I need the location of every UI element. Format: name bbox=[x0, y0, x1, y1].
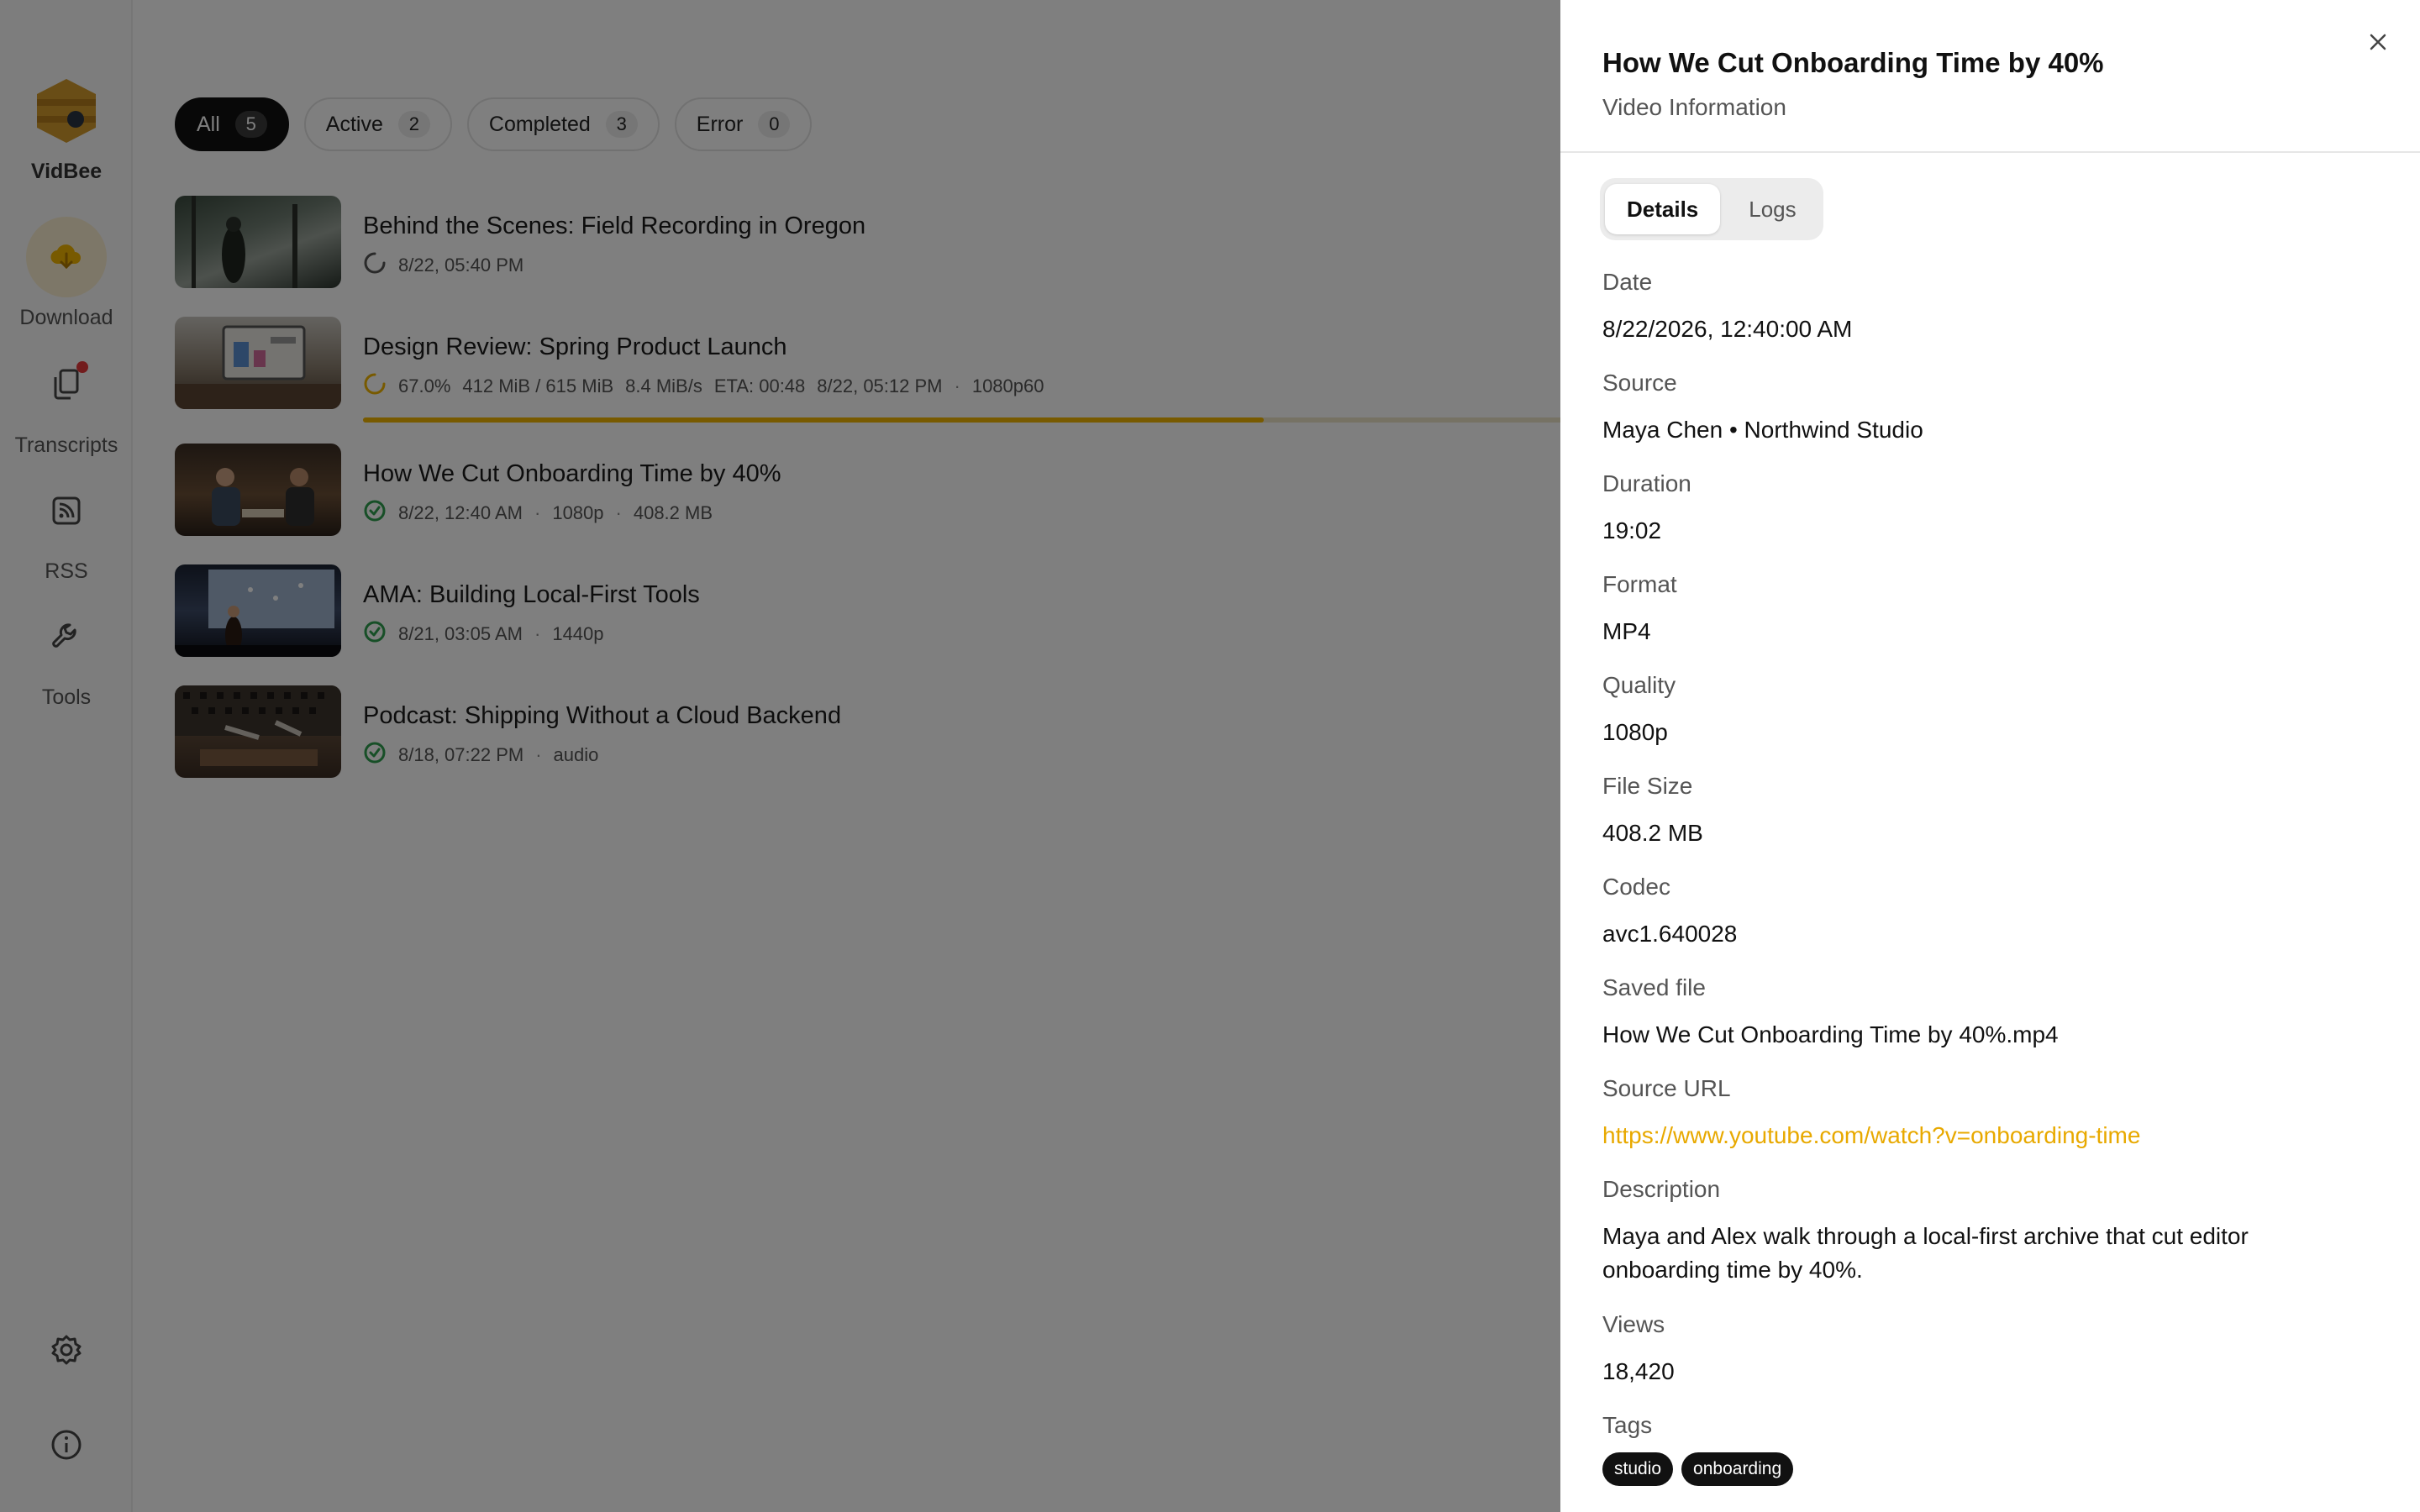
field-format bbox=[1602, 571, 2359, 648]
field-date bbox=[1602, 269, 2359, 346]
field-value: How We Cut Onboarding Time by 40%.mp4 bbox=[1602, 1021, 2059, 1047]
drawer-tabs bbox=[1600, 178, 1823, 240]
tab-details[interactable]: Details bbox=[1605, 184, 1720, 234]
field-label: Source bbox=[1602, 370, 1677, 396]
tag-chip[interactable]: onboarding bbox=[1681, 1452, 1793, 1486]
field-label: Views bbox=[1602, 1311, 1665, 1337]
field-label: Format bbox=[1602, 571, 1677, 597]
field-label: Date bbox=[1602, 269, 1653, 295]
video-info-drawer bbox=[1560, 0, 2420, 1512]
field-value: Maya and Alex walk through a local-first archive that cut editor onboarding time by 40%. bbox=[1602, 1223, 2249, 1283]
close-icon[interactable] bbox=[2360, 24, 2396, 60]
tag-chip[interactable]: studio bbox=[1602, 1452, 1673, 1486]
field-label: Source URL bbox=[1602, 1075, 1731, 1101]
field-value: 8/22/2026, 12:40:00 AM bbox=[1602, 316, 1853, 342]
field-value: 19:02 bbox=[1602, 517, 1662, 543]
field-saved-file bbox=[1602, 974, 2359, 1052]
field-value: avc1.640028 bbox=[1602, 921, 1738, 947]
field-value: 408.2 MB bbox=[1602, 820, 1703, 846]
field-source-url bbox=[1602, 1075, 2359, 1152]
field-views bbox=[1602, 1311, 2359, 1389]
drawer-header bbox=[1560, 0, 2420, 153]
field-source bbox=[1602, 370, 2359, 447]
field-description bbox=[1602, 1176, 2359, 1287]
field-value: 18,420 bbox=[1602, 1358, 1675, 1384]
tag-list bbox=[1602, 1452, 2359, 1486]
tab-logs[interactable]: Logs bbox=[1749, 196, 1797, 222]
drawer-subtitle: Video Information bbox=[1602, 94, 1786, 120]
field-file-size bbox=[1602, 773, 2359, 850]
drawer-title: How We Cut Onboarding Time by 40% bbox=[1602, 47, 2104, 78]
field-value: 1080p bbox=[1602, 719, 1668, 745]
field-label: Duration bbox=[1602, 470, 1691, 496]
field-quality bbox=[1602, 672, 2359, 749]
field-tags bbox=[1602, 1412, 2359, 1486]
field-label: Codec bbox=[1602, 874, 1670, 900]
field-label: Quality bbox=[1602, 672, 1676, 698]
source-url-link[interactable]: https://www.youtube.com/watch?v=onboarding-time bbox=[1602, 1122, 2141, 1148]
field-codec bbox=[1602, 874, 2359, 951]
field-value: Maya Chen • Northwind Studio bbox=[1602, 417, 1923, 443]
field-value: MP4 bbox=[1602, 618, 1651, 644]
field-duration bbox=[1602, 470, 2359, 548]
field-label: Saved file bbox=[1602, 974, 1706, 1000]
field-label: Description bbox=[1602, 1176, 1721, 1202]
field-label: Tags bbox=[1602, 1412, 1653, 1438]
field-label: File Size bbox=[1602, 773, 1693, 799]
